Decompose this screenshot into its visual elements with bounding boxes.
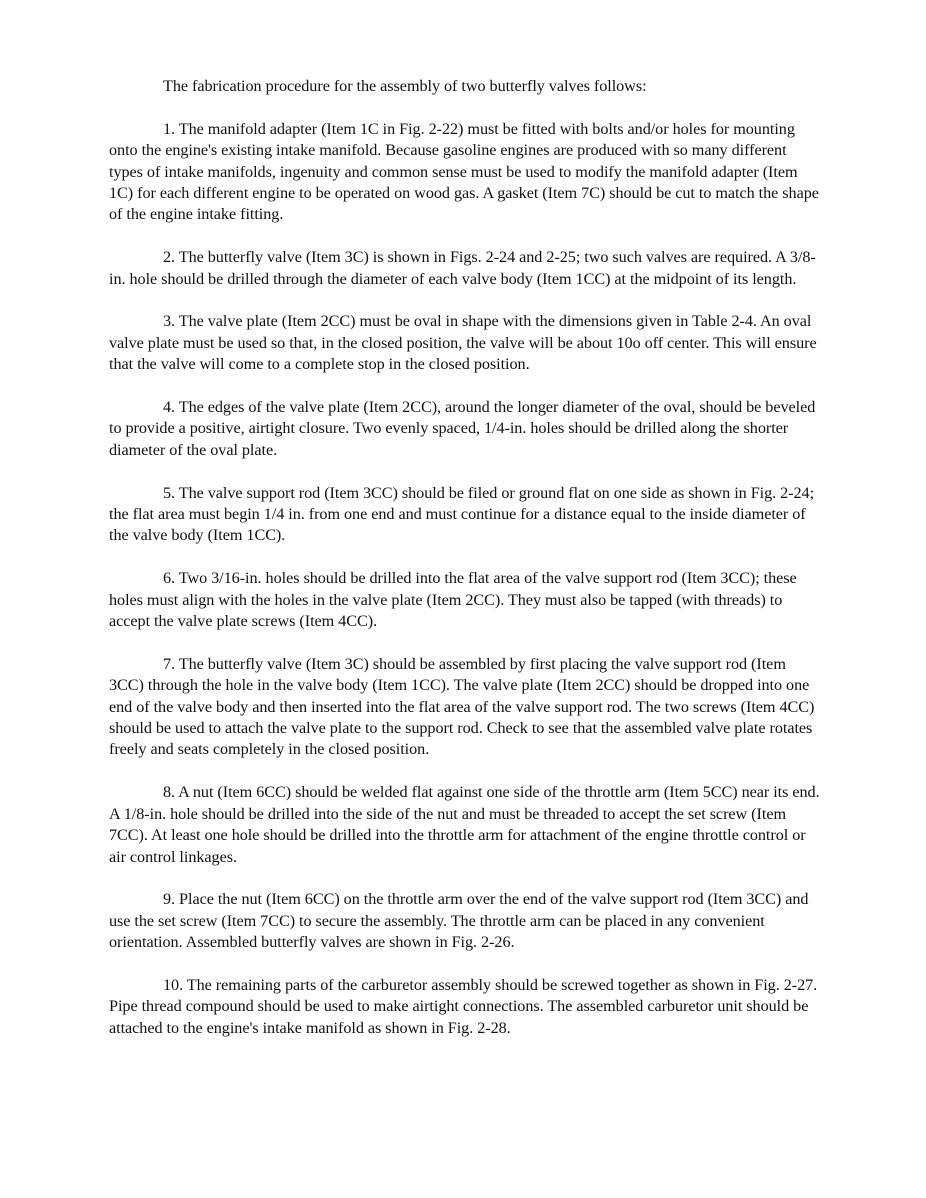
document-page: [109, 76, 821, 1061]
step-paragraph-2: 2. The butterfly valve (Item 3C) is shown in Figs. 2-24 and 2-25; two such valves are required. A 3/8-in. hole should be drilled through the diameter of each valve body (Item 1CC) at the midpoint of its length.: [109, 248, 816, 288]
intro-paragraph: The fabrication procedure for the assembly of two butterfly valves follows:: [163, 77, 647, 95]
step-paragraph-4: 4. The edges of the valve plate (Item 2CC), around the longer diameter of the oval, should be beveled to provide a positive, airtight closure. Two evenly spaced, 1/4-in. holes should be drilled along the shorter diameter of the oval plate.: [109, 398, 816, 459]
step-paragraph-1: 1. The manifold adapter (Item 1C in Fig. 2-22) must be fitted with bolts and/or holes for mounting onto the engine's existing intake manifold. Because gasoline engines are produced with so many different types of intake manifolds, ingenuity and common sense must be used to modify the manifold adapter (Item 1C) for each different engine to be operated on wood gas. A gasket (Item 7C) should be cut to match the shape of the engine intake fitting.: [109, 119, 819, 224]
step-paragraph-7: 7. The butterfly valve (Item 3C) should be assembled by first placing the valve support rod (Item 3CC) through the hole in the valve body (Item 1CC). The valve plate (Item 2CC) should be dropped into one end of the valve body and then inserted into the flat area of the valve support rod. The two screws (Item 4CC) should be used to attach the valve plate to the support rod. Check to see that the assembled valve plate rotates freely and seats completely in the closed position.: [109, 654, 815, 759]
step-paragraph-10: 10. The remaining parts of the carburetor assembly should be screwed together as shown in Fig. 2-27. Pipe thread compound should be used to make airtight connections. The assembled carburetor unit should be attached to the engine's intake manifold as shown in Fig. 2-28.: [109, 975, 818, 1037]
step-paragraph-9: 9. Place the nut (Item 6CC) on the throttle arm over the end of the valve support rod (Item 3CC) and use the set screw (Item 7CC) to secure the assembly. The throttle arm can be placed in any convenient orientation. Assembled butterfly valves are shown in Fig. 2-26.: [109, 890, 809, 952]
step-paragraph-8: 8. A nut (Item 6CC) should be welded flat against one side of the throttle arm (Item 5CC) near its end. A 1/8-in. hole should be drilled into the side of the nut and must be threaded to accept the set screw (Item 7CC). At least one hole should be drilled into the throttle arm for attachment of the engine throttle control or air control linkages.: [109, 783, 820, 866]
step-paragraph-5: 5. The valve support rod (Item 3CC) should be filed or ground flat on one side as shown in Fig. 2-24; the flat area must begin 1/4 in. from one end and must continue for a distance equal to the inside diameter of the valve body (Item 1CC).: [109, 483, 815, 545]
step-paragraph-6: 6. Two 3/16-in. holes should be drilled into the flat area of the valve support rod (Item 3CC); these holes must align with the holes in the valve plate (Item 2CC). They must also be tapped (with threads) to accept the valve plate screws (Item 4CC).: [109, 569, 797, 631]
step-paragraph-3: 3. The valve plate (Item 2CC) must be oval in shape with the dimensions given in Table 2-4. An oval valve plate must be used so that, in the closed position, the valve will be about 10o off center. This will ensure that the valve will come to a complete stop in the closed position.: [109, 312, 817, 374]
